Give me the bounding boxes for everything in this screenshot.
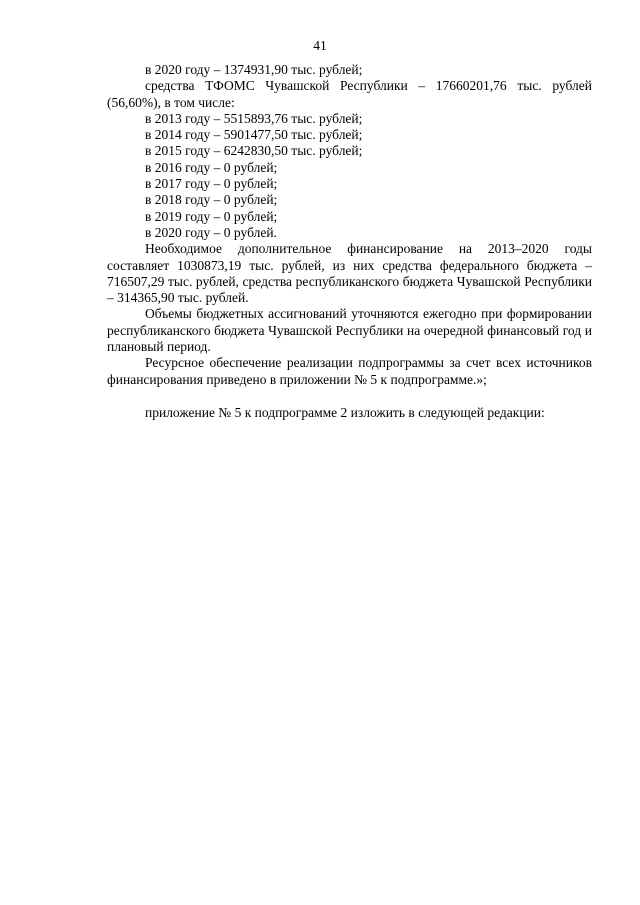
tfoms-funding-paragraph: средства ТФОМС Чувашской Республики – 17660201,76 тыс. рублей (56,60%), в том числе: bbox=[107, 78, 592, 110]
resource-provision-paragraph: Ресурсное обеспечение реализации подпрограммы за счет всех источников финансирования приведено в приложении № 5 к подпрограмме.»; bbox=[107, 355, 592, 387]
year-line-2019: в 2019 году – 0 рублей; bbox=[145, 208, 278, 224]
year-line-2013: в 2013 году – 5515893,76 тыс. рублей; bbox=[145, 110, 363, 126]
paragraph-spacer bbox=[107, 388, 592, 405]
year-line-2016: в 2016 году – 0 рублей; bbox=[145, 159, 278, 175]
year-line-2014: в 2014 году – 5901477,50 тыс. рублей; bbox=[145, 127, 363, 143]
budget-allocation-paragraph: Объемы бюджетных ассигнований уточняются ежегодно при формировании республиканского бюджета Чувашской Республики на очередной финансовый год и плановый период. bbox=[107, 306, 592, 355]
year-line-2015: в 2015 году – 6242830,50 тыс. рублей; bbox=[145, 143, 363, 159]
year-line-2017: в 2017 году – 0 рублей; bbox=[145, 176, 278, 192]
page-number: 41 bbox=[313, 38, 327, 53]
additional-funding-paragraph: Необходимое дополнительное финансирование на 2013–2020 годы составляет 1030873,19 тыс. рублей, из них средства федерального бюджета – 716507,29 тыс. рублей, средства республиканского бюджета Чувашской Республики – 314365,90 тыс. рублей. bbox=[107, 241, 592, 306]
year-line-2020: в 2020 году – 0 рублей. bbox=[145, 224, 277, 240]
funding-2020-line: в 2020 году – 1374931,90 тыс. рублей; bbox=[145, 62, 363, 77]
appendix-instruction-line: приложение № 5 к подпрограмме 2 изложить в следующей редакции: bbox=[145, 404, 545, 420]
document-body bbox=[107, 62, 592, 421]
year-line-2018: в 2018 году – 0 рублей; bbox=[145, 192, 278, 208]
